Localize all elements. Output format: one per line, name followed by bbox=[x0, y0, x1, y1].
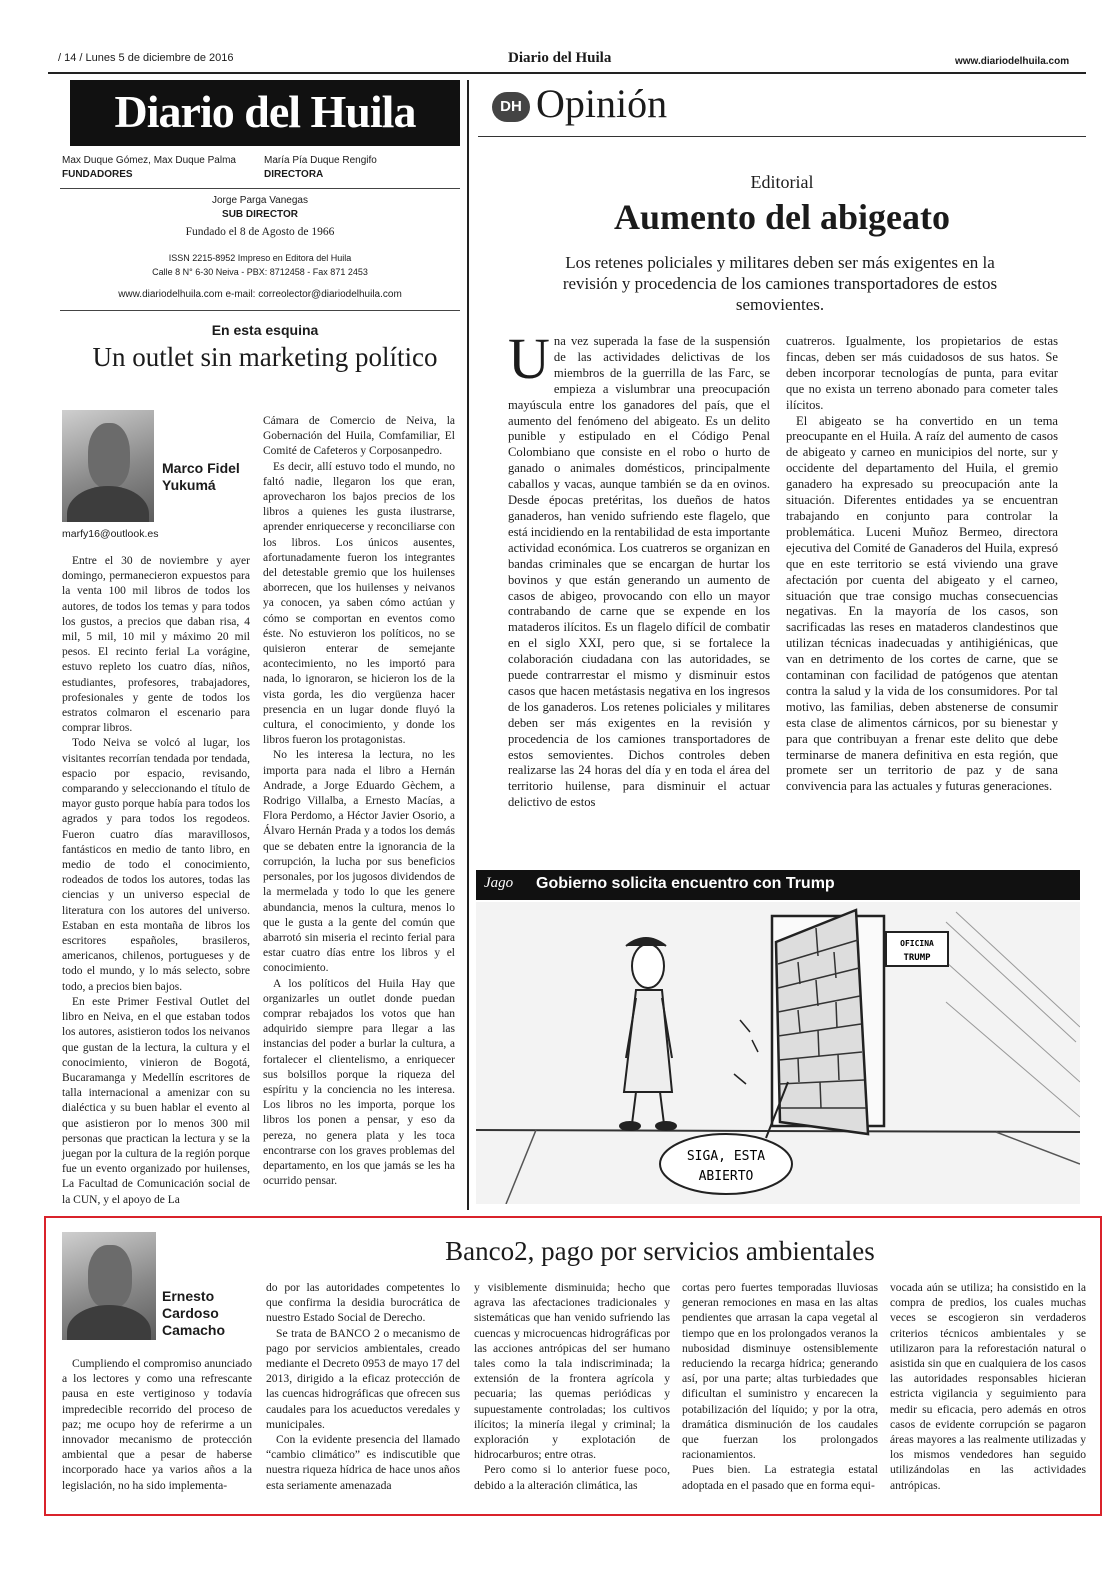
article-column-2 bbox=[263, 414, 455, 1189]
author-name: Ernesto Cardoso Camacho bbox=[162, 1288, 226, 1338]
author-name: Marco Fidel Yukumá bbox=[162, 460, 240, 493]
brick-door bbox=[776, 910, 868, 1134]
article-paragraph: do por las autoridades competentes lo que confirma la desidia burocrática de nuestro Estado Social de Derecho. bbox=[266, 1281, 460, 1325]
column-kicker: En esta esquina bbox=[211, 322, 319, 338]
masthead-divider bbox=[60, 188, 460, 189]
editorial-title: Aumento del abigeato bbox=[614, 197, 950, 237]
cartoon-illustration bbox=[476, 902, 1080, 1204]
bottom-column-1 bbox=[62, 1356, 252, 1493]
author-email[interactable]: marfy16@outlook.es bbox=[62, 528, 159, 540]
masthead-logo: Diario del Huila bbox=[70, 80, 460, 146]
cartoon-title: Gobierno solicita encuentro con Trump bbox=[536, 875, 835, 892]
editorial-paragraph: El abigeato se ha convertido en un tema preocupante en el Huila. A raíz del aumento de casos de abigeato y carneo en municipios del norte, sur y occidente del departamento del Huila, el gremio ganadero ha expresado su preocupación ante la situación. Diferentes entidades ya se encuentran trabajando en conjunto para controlar la problemática. Luceni Muñoz Bermeo, directora ejecutiva del Comité de Ganaderos del Huila, expresó que en este territorio se está viviendo una grave afectación por cuenta del abigeato y el carneo, situación que trae consigo muchas consecuencias negativas. En la mayoría de los casos, son sacrificadas las reses en mataderos clandestinos que utilizan técnicas inadecuadas y antihigiénicas, que van en detrimento de los cortes de carne, que se contaminan con facilidad de patógenos que atentan contra la salud y la vida de los consumidores. Por tal motivo, las familias, deben abstenerse de consumir esta clase de alimentos cárnicos, por su bienestar y para que contribuyan a frenar este delito que debe terminarse de manera definitiva en esta región, que promete ser un territorio de paz y de sana convivencia para las actuales y futuras generaciones. bbox=[786, 413, 1058, 794]
article-column-1 bbox=[62, 554, 250, 1208]
article-paragraph: Pues bien. La estrategia estatal adoptada en el pasado que en forma equi- bbox=[682, 1463, 878, 1492]
drop-cap: U bbox=[508, 326, 550, 391]
article-title: Un outlet sin marketing político bbox=[92, 342, 438, 372]
article-paragraph: Es decir, allí estuvo todo el mundo, no faltó nadie, llegaron los que eran, aprovecharon los bajos precios de los libros a quienes les gusta ilustrarse, aprender enriquecerse y reconciliarse con los libros. Los únicos ausentes, afortunadamente fueron los integrantes del detestable gremio que los huilenses aborrecen, que los huilenses y neivanos ya conocen, ya saben cómo actúan y cómo se comportan en eventos como éste. No estuvieron los políticos, no se quisieron enterar de semejante acontecimiento, no les importó para nada, lo ignoraron, se hicieron los de la vista gorda, les dio vergüenza hacer presencia en un lugar donde fluyó la cultura, el conocimiento, y donde los libros fueron los protagonistas. bbox=[263, 460, 455, 747]
cartoon-header bbox=[476, 870, 1080, 900]
svg-text:ABIERTO: ABIERTO bbox=[698, 1169, 754, 1184]
founders-names: Max Duque Gómez, Max Duque Palma bbox=[62, 155, 236, 166]
dh-logo-badge: DH bbox=[492, 92, 530, 122]
article-paragraph: Cámara de Comercio de Neiva, la Gobernación del Huila, Comfamiliar, El Comité de Cafeteros y Corposanpedro. bbox=[263, 415, 455, 458]
address-info: Calle 8 N° 6-30 Neiva - PBX: 8712458 - Fax 871 2453 bbox=[152, 267, 368, 277]
page-info: / 14 / Lunes 5 de diciembre de 2016 bbox=[58, 52, 234, 64]
section-title: Opinión bbox=[536, 81, 668, 126]
article-paragraph: y visiblemente disminuida; hecho que agrava las afectaciones tradicionales y sistemáticas que han venido sufriendo las cuencas y microcuencas hidrográficas por las acciones antrópicas del ser humano tales como la tala indiscriminada; la extensión de la frontera agrícola y pecuaria; las quemas periódicas y supuestamente controladas; los cultivos ilícitos; la minería ilegal y criminal; la exploración y explotación de hidrocarburos; entre otras. bbox=[474, 1281, 670, 1462]
contact-info[interactable]: www.diariodelhuila.com e-mail: correolector@diariodelhuila.com bbox=[118, 289, 402, 300]
editorial-column-1 bbox=[508, 326, 770, 811]
masthead-bottom-rule bbox=[60, 310, 460, 311]
bottom-column-3 bbox=[474, 1280, 670, 1493]
article-paragraph: Cumpliendo el compromiso anunciado a los lectores y como una refrescante pausa en este vertiginoso y todavía impredecible recorrido del proceso de paz; me ocupo hoy de referirme a un innovador mecanismo de protección ambiental que a pesar de haberse incorporado hace ya varios años a la legislación, no ha sido implementa- bbox=[62, 1357, 252, 1492]
website-link[interactable]: www.diariodelhuila.com bbox=[955, 56, 1070, 67]
article-paragraph: No les interesa la lectura, no les importa para nada el libro a Hernán Andrade, a Jorge Eduardo Gèchem, a Rodrigo Villalba, a Ernesto Macías, a Flora Perdomo, a Héctor Javier Osorio, a Álvaro Hernán Prada y a todos los demás que se debaten entre la ignorancia de la corrupción, la lucha por sus beneficios personales, por los jugosos dividendos de la mermelada y todo lo que les genere abundancia, menos la cultura, menos lo que le gusta a la gente del común que abarrotó sin miseria el recinto ferial para estar cuatro días entre los libros y el conocimiento. bbox=[263, 749, 455, 975]
editorial-column-2 bbox=[786, 334, 1058, 795]
article-paragraph: A los políticos del Huila Hay que organizarles un outlet donde puedan comprar rebajados los votos que han adquirido siempre para llegar a las instancias del poder a burlar la cultura, a fortalecer el clientelismo, a enriquecer sus bolsillos porque la riqueza del espíritu y la conciencia no les interesa. Los libros no les importa, porque los libros los ponen a pensar, y eso da pereza, no genera plata y les toca encontrarse con los graves problemas del departamento, en los que jamás se les ha ocurrido pensar. bbox=[263, 977, 455, 1188]
editorial-kicker: Editorial bbox=[750, 172, 814, 192]
article-paragraph: cortas pero fuertes temporadas lluviosas generan remociones en masa en las altas pendientes que arrasan la capa vegetal al tiempo que en los prolongados veranos la nubosidad disminuye ostensiblemente reduciendo la recarga hídrica; generando así, por una parte; altas turbiedades que dificultan el suministro y encarecen la potabilización del líquido; y por la otra, dramática disminución de los caudales que fuerzan los prolongados racionamientos. bbox=[682, 1281, 878, 1462]
column-divider bbox=[467, 80, 469, 1210]
founded-date: Fundado el 8 de Agosto de 1966 bbox=[185, 226, 335, 238]
section-rule bbox=[478, 136, 1086, 137]
article-paragraph: En este Primer Festival Outlet del libro en Neiva, en el que estaban todos los autores, asistieron todos los neivanos que gustan de la lectura, la cultura y el conocimiento, vinieron de Bogotá, Bucaramanga y Medellín escritores de talla internacional a amenizar con su dialéctica y su buen hablar el evento al que asistieron por lo menos 300 mil personas que practican la lectura y se la juegan por la cultura de la región porque fue un evento organizado por huilenses, La Facultad de Comunicación social de la CUN, y el apoyo de La bbox=[62, 995, 250, 1206]
director-name: María Pía Duque Rengifo bbox=[264, 155, 377, 166]
author-photo bbox=[62, 410, 154, 522]
author-photo bbox=[62, 1232, 156, 1340]
svg-text:OFICINA: OFICINA bbox=[900, 939, 934, 948]
article-paragraph: Se trata de BANCO 2 o mecanismo de pago por servicios ambientales, creado mediante el Decreto 0953 de mayo 17 del 2013, dirigido a la eficaz protección de las cuencas hidrográficas que ofrecen sus caudales para los acueductos veredales y municipales. bbox=[266, 1326, 460, 1431]
director-label: DIRECTORA bbox=[264, 169, 324, 180]
svg-text:SIGA, ESTA: SIGA, ESTA bbox=[686, 1149, 766, 1164]
article-paragraph: Pero como si lo anterior fuese poco, debido a la alteración climática, las bbox=[474, 1463, 670, 1492]
article-paragraph: Entre el 30 de noviembre y ayer domingo, permanecieron expuestos para la venta 100 mil libros de todos los autores, de todos los temas y para todos los gustos, a precios que daban risa, 4 mil, 5 mil, 10 mil y máximo 20 mil pesos. El recinto ferial La vorágine, estuvo repleto los cuatro días, niños, estudiantes, profesores, trabajadores, profesionales y gente de todos los estratos colmaron el escenario para comprar libros. bbox=[62, 555, 250, 735]
svg-text:TRUMP: TRUMP bbox=[903, 953, 931, 963]
top-rule bbox=[48, 72, 1086, 74]
header-title: Diario del Huila bbox=[508, 50, 612, 66]
subdirector-name: Jorge Parga Vanegas bbox=[212, 195, 308, 206]
article-paragraph: Todo Neiva se volcó al lugar, los visitantes recorrían tendada por tendada, espacio por espacio, revisando, comparando y seleccionando el título de mayor gusto porque había para todos los agrados y para todos los regodeos. Fueron cuatro días maravillosos, fantásticos en medio de tanto libro, en medio de todo el conocimiento, rodeados de todos los autores, todas las ciencias y un universo especial de literatura con los autores del universo. Estaban en esta montaña de libros los escritores españoles, brasileros, americanos, chilenos, portugueses y de todo el mundo, y lo más selecto, sobre todo, a precios bien bajos. bbox=[62, 737, 250, 993]
bottom-article-title: Banco2, pago por servicios ambientales bbox=[445, 1236, 875, 1266]
bottom-column-5 bbox=[890, 1280, 1086, 1493]
founders-label: FUNDADORES bbox=[62, 169, 133, 180]
bottom-column-2 bbox=[266, 1280, 460, 1493]
editorial-paragraph: cuatreros. Igualmente, los propietarios de estas fincas, deben ser más cuidadosos de sus hatos. Se deben incorporar tecnologías de punta, para evitar que no exista un terreno abonado para cometer tales ilícitos. bbox=[786, 334, 1058, 412]
editorial-subtitle: Los retenes policiales y militares deben ser más exigentes en la revisión y procedencia de los camiones transportadores de estos semovientes. bbox=[562, 253, 998, 314]
editorial-paragraph: na vez superada la fase de la suspensión de las actividades delictivas de los miembros de la guerrilla de las Farc, se empieza a vislumbrar una preocupación mayúscula entre los ganadores del país, que el aumento del fenómeno del abigeato. Es un delito punible y estipulado en el Código Penal Colombiano que consiste en el robo o hurto de ganado o animales domésticos, principalmente caballos y vacas, aunque también se da en ovinos. Desde épocas pretéritas, los dueños de hatos ganaderos, han venido sufriendo este flagelo, que está incidiendo en la rentabilidad de esta importante actividad económica. Los cuatreros se organizan en bandas criminales que se encargan de hurtar los bovinos y que están generando un aumento de casos de abigeo, provocando con ello un mayor contrabando de carne que se expende en los mataderos ilícitos. Es un flagelo difícil de combatir en el siglo XXI, pero que, si se fortalece la colaboración ciudadana con las autoridades, se puede contrarrestar el mismo y disminuir estos casos que hacen metástasis negativa en los ingresos de los ganaderos. Los retenes policiales y militares deben ser más exigentes en la revisión y procedencia de los camiones transportadores de estos semovientes. Dichos controles deben realizarse las 24 horas del día y en toda el área del territorio huilense, para disminuir el actuar delictivo de estos bbox=[508, 334, 770, 810]
issn-info: ISSN 2215-8952 Impreso en Editora del Huila bbox=[168, 253, 352, 263]
bottom-column-4 bbox=[682, 1280, 878, 1493]
subdirector-label: SUB DIRECTOR bbox=[222, 209, 298, 220]
article-paragraph: Con la evidente presencia del llamado “cambio climático” es indiscutible que nuestra riqueza hídrica de hace unos años esta seriamente amenazada bbox=[266, 1433, 460, 1492]
article-paragraph: vocada aún se utiliza; ha consistido en la compra de predios, los cuales muchas veces se escogieron sin verdaderos criterios técnicos ambientales y se utilizaron para la reforestación natural o asistida sin que en cualquiera de los casos las autoridades responsables hicieran estricta vigilancia y seguimiento para medir su eficacia, pero además en otros casos de evidente corrupción se pagaron áreas mayores a las realmente utilizadas y los mismos vendedores han seguido utilizándolas en las actividades antrópicas. bbox=[890, 1281, 1086, 1492]
cartoonist-label: Jago bbox=[484, 875, 514, 891]
